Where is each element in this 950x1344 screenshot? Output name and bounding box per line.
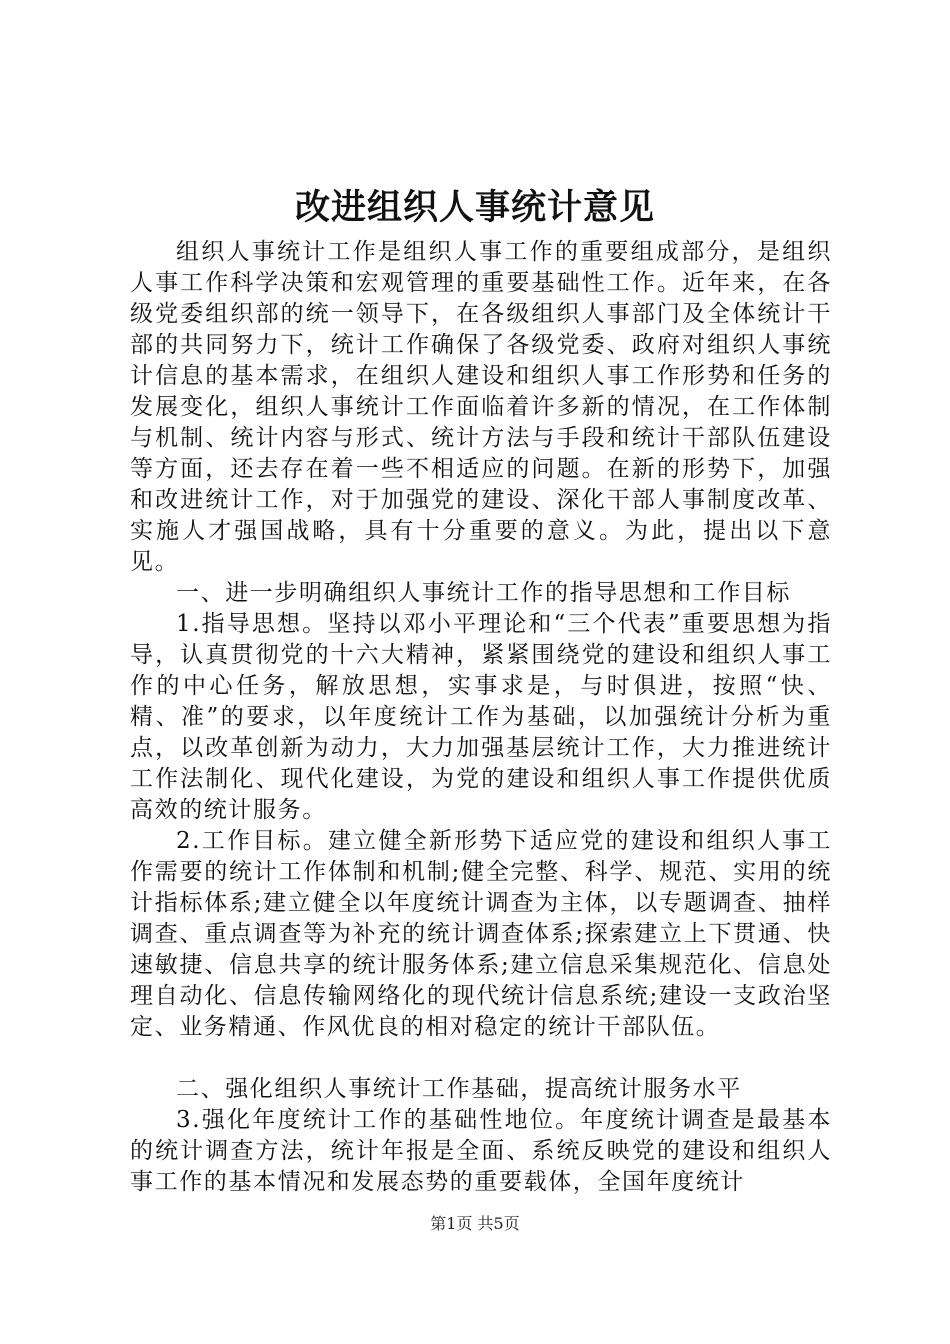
paragraph-guiding-thought: 1.指导思想。坚持以邓小平理论和“三个代表”重要思想为指导，认真贯彻党的十六大精神，紧紧围绕党的建设和组织人事工作的中心任务，解放思想，实事求是，与时俱进，按照“快、精、准”的要求，以年度统计工作为基础，以加强统计分析为重点，以改革创新为动力，大力加强基层统计工作，大力推进统计工作法制化、现代化建设，为党的建设和组织人事工作提供优质高效的统计服务。 xyxy=(130,611,832,823)
paragraph-work-goal: 2.工作目标。建立健全新形势下适应党的建设和组织人事工作需要的统计工作体制和机制;健全完整、科学、规范、实用的统计指标体系;建立健全以年度统计调查为主体，以专题调查、抽样调查、重点调查等为补充的统计调查体系;探索建立上下贯通、快速敏捷、信息共享的统计服务体系;建立信息采集规范化、信息处理自动化、信息传输网络化的现代统计信息系统;建设一支政治坚定、业务精通、作风优良的相对稳定的统计干部队伍。 xyxy=(130,828,832,1040)
page-footer: 第1页 共5页 xyxy=(430,1214,520,1233)
paragraph-gap xyxy=(130,1043,832,1074)
document-body xyxy=(130,237,832,1198)
document-title: 改进组织人事统计意见 xyxy=(294,187,655,228)
paragraph-annual-statistics: 3.强化年度统计工作的基础性地位。年度统计调查是最基本的统计调查方法，统计年报是全面、系统反映党的建设和组织人事工作的基本情况和发展态势的重要载体，全国年度统计 xyxy=(130,1107,832,1195)
paragraph-intro: 组织人事统计工作是组织人事工作的重要组成部分，是组织人事工作科学决策和宏观管理的重要基础性工作。近年来，在各级党委组织部的统一领导下，在各级组织人事部门及全体统计干部的共同努力下，统计工作确保了各级党委、政府对组织人事统计信息的基本需求，在组织人建设和组织人事工作形势和任务的发展变化，组织人事统计工作面临着许多新的情况，在工作体制与机制、统计内容与形式、统计方法与手段和统计干部队伍建设等方面，还去存在着一些不相适应的问题。在新的形势下，加强和改进统计工作，对于加强党的建设、深化干部人事制度改革、实施人才强国战略，具有十分重要的意义。为此，提出以下意见。 xyxy=(130,239,832,575)
section-heading-1: 一、进一步明确组织人事统计工作的指导思想和工作目标 xyxy=(176,580,791,606)
section-heading-2: 二、强化组织人事统计工作基础，提高统计服务水平 xyxy=(176,1076,742,1102)
